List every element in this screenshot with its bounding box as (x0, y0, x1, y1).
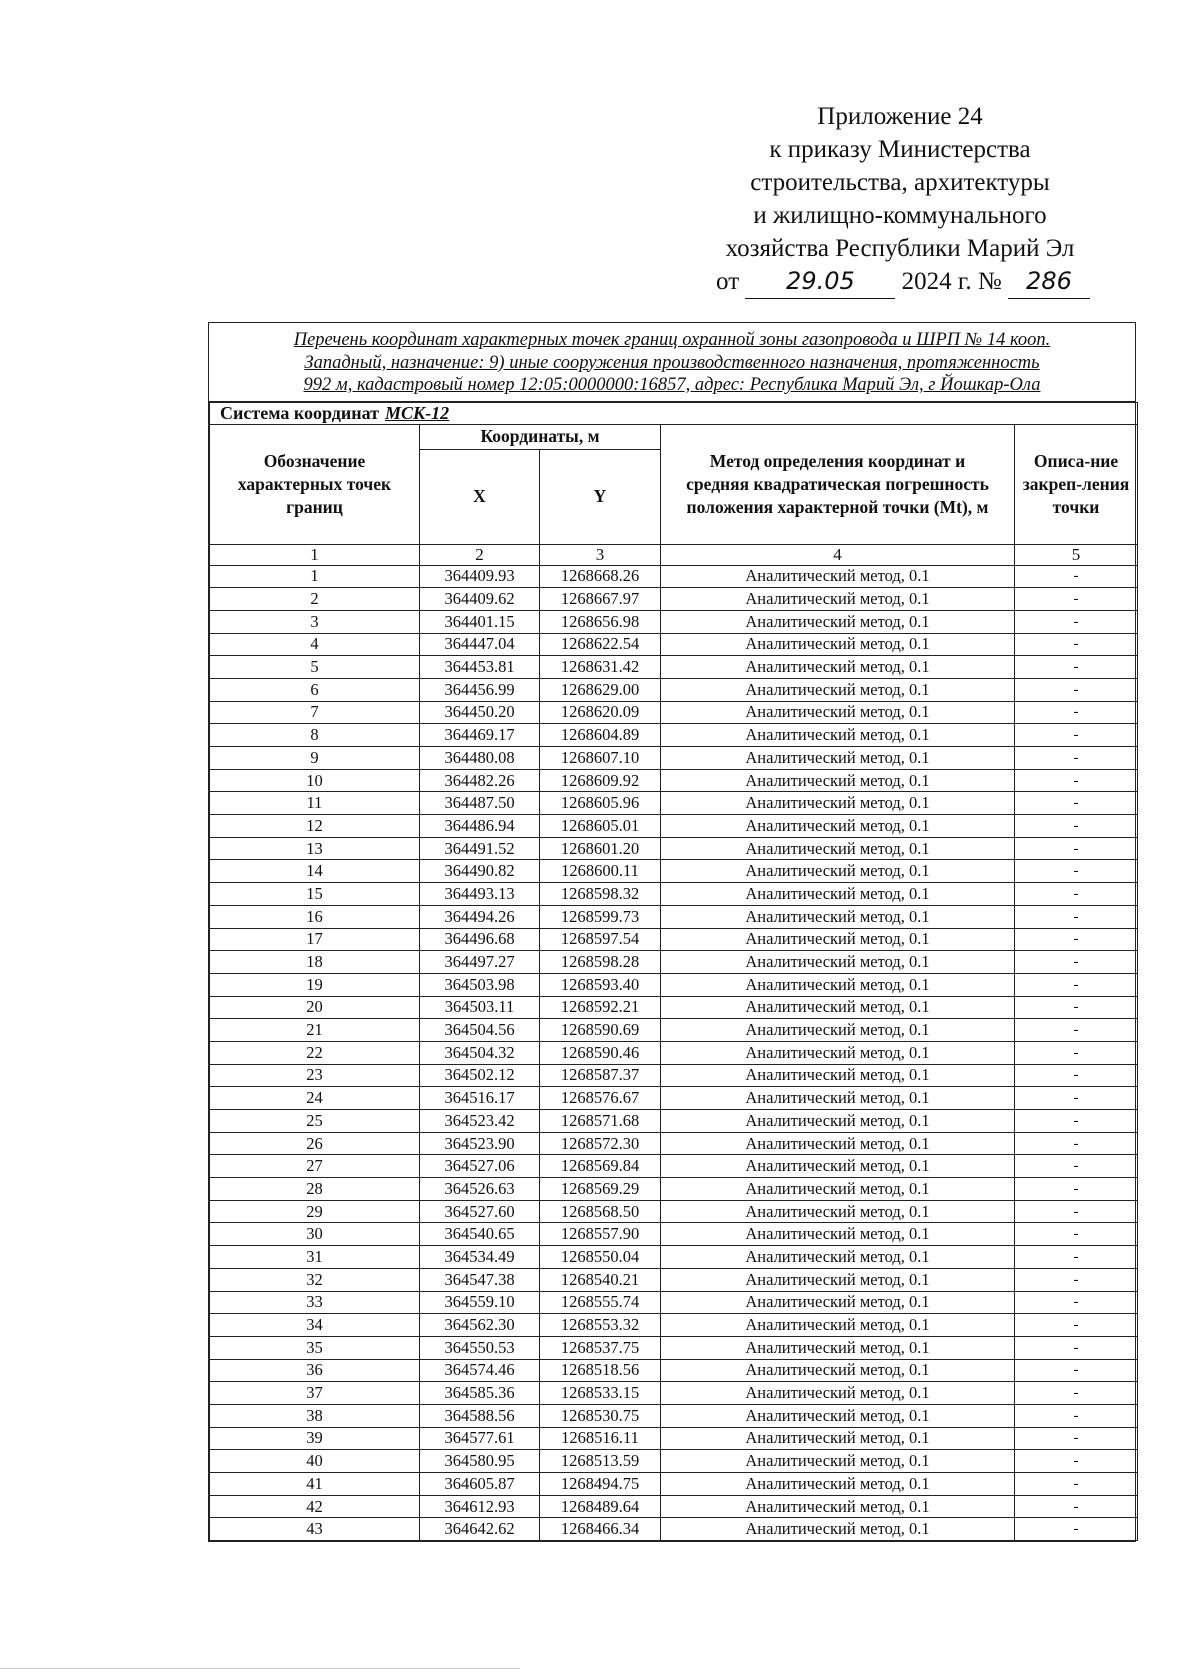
point-number-cell: 22 (210, 1041, 420, 1064)
method-cell: Аналитический метод, 0.1 (661, 860, 1015, 883)
table-title-line: 992 м, кадастровый номер 12:05:0000000:16857, адрес: Республика Марий Эл, г Йошкар-Ола (303, 375, 1041, 395)
y-cell: 1268620.09 (540, 701, 661, 724)
y-cell: 1268605.01 (540, 815, 661, 838)
description-cell: - (1015, 1518, 1138, 1541)
y-cell: 1268629.00 (540, 678, 661, 701)
point-number-cell: 5 (210, 656, 420, 679)
column-number-row (210, 544, 1138, 565)
point-number-cell: 37 (210, 1382, 420, 1405)
x-cell: 364450.20 (420, 701, 540, 724)
method-cell: Аналитический метод, 0.1 (661, 701, 1015, 724)
method-cell: Аналитический метод, 0.1 (661, 1132, 1015, 1155)
table-row (210, 1019, 1138, 1042)
y-cell: 1268604.89 (540, 724, 661, 747)
description-cell: - (1015, 588, 1138, 611)
header-line: хозяйства Республики Марий Эл (725, 235, 1075, 262)
description-cell: - (1015, 1336, 1138, 1359)
y-cell: 1268571.68 (540, 1110, 661, 1133)
x-cell: 364534.49 (420, 1246, 540, 1269)
point-number-cell: 29 (210, 1200, 420, 1223)
method-cell: Аналитический метод, 0.1 (661, 996, 1015, 1019)
method-cell: Аналитический метод, 0.1 (661, 1382, 1015, 1405)
description-cell: - (1015, 792, 1138, 815)
table-row (210, 565, 1138, 588)
y-cell: 1268592.21 (540, 996, 661, 1019)
method-cell: Аналитический метод, 0.1 (661, 1246, 1015, 1269)
table-row (210, 1087, 1138, 1110)
x-cell: 364527.06 (420, 1155, 540, 1178)
point-number-cell: 31 (210, 1246, 420, 1269)
x-cell: 364559.10 (420, 1291, 540, 1314)
point-number-cell: 35 (210, 1336, 420, 1359)
x-cell: 364496.68 (420, 928, 540, 951)
point-number-cell: 40 (210, 1450, 420, 1473)
x-cell: 364585.36 (420, 1382, 540, 1405)
method-cell: Аналитический метод, 0.1 (661, 1200, 1015, 1223)
method-cell: Аналитический метод, 0.1 (661, 1087, 1015, 1110)
x-cell: 364486.94 (420, 815, 540, 838)
description-cell: - (1015, 1155, 1138, 1178)
description-cell: - (1015, 1110, 1138, 1133)
point-number-cell: 10 (210, 769, 420, 792)
table-row (210, 678, 1138, 701)
point-number-cell: 23 (210, 1064, 420, 1087)
description-cell: - (1015, 701, 1138, 724)
description-cell: - (1015, 1495, 1138, 1518)
x-cell: 364480.08 (420, 747, 540, 770)
description-cell: - (1015, 1087, 1138, 1110)
point-number-cell: 7 (210, 701, 420, 724)
point-number-cell: 30 (210, 1223, 420, 1246)
y-cell: 1268489.64 (540, 1495, 661, 1518)
point-number-cell: 14 (210, 860, 420, 883)
x-cell: 364523.90 (420, 1132, 540, 1155)
table-row (210, 724, 1138, 747)
y-cell: 1268599.73 (540, 905, 661, 928)
column-number: 4 (661, 544, 1015, 565)
x-cell: 364401.15 (420, 610, 540, 633)
description-cell: - (1015, 565, 1138, 588)
table-row (210, 928, 1138, 951)
description-cell: - (1015, 1359, 1138, 1382)
table-row (210, 1382, 1138, 1405)
x-cell: 364550.53 (420, 1336, 540, 1359)
point-number-cell: 15 (210, 883, 420, 906)
table-row (210, 1064, 1138, 1087)
method-cell: Аналитический метод, 0.1 (661, 1019, 1015, 1042)
point-number-cell: 6 (210, 678, 420, 701)
y-cell: 1268605.96 (540, 792, 661, 815)
method-cell: Аналитический метод, 0.1 (661, 769, 1015, 792)
table-title-line: Западный, назначение: 9) иные сооружения производственного назначения, протяженность (304, 352, 1040, 373)
x-cell: 364503.98 (420, 973, 540, 996)
table-row (210, 1336, 1138, 1359)
description-cell: - (1015, 1473, 1138, 1496)
description-cell: - (1015, 633, 1138, 656)
description-cell: - (1015, 1427, 1138, 1450)
table-row (210, 1404, 1138, 1427)
point-number-cell: 1 (210, 565, 420, 588)
description-cell: - (1015, 1314, 1138, 1337)
table-row (210, 1200, 1138, 1223)
table-title (209, 323, 1135, 402)
method-cell: Аналитический метод, 0.1 (661, 1110, 1015, 1133)
x-cell: 364494.26 (420, 905, 540, 928)
header-row-1 (210, 424, 1138, 449)
table-row (210, 1132, 1138, 1155)
x-cell: 364516.17 (420, 1087, 540, 1110)
x-cell: 364523.42 (420, 1110, 540, 1133)
x-cell: 364588.56 (420, 1404, 540, 1427)
method-cell: Аналитический метод, 0.1 (661, 973, 1015, 996)
order-number-handwritten: 286 (1008, 265, 1090, 299)
coordinates-table (209, 402, 1138, 1542)
header-x: X (420, 449, 540, 544)
method-cell: Аналитический метод, 0.1 (661, 1223, 1015, 1246)
y-cell: 1268597.54 (540, 928, 661, 951)
x-cell: 364447.04 (420, 633, 540, 656)
method-cell: Аналитический метод, 0.1 (661, 1155, 1015, 1178)
order-prefix: от (716, 268, 740, 295)
header-line: Приложение 24 (817, 103, 983, 130)
point-number-cell: 4 (210, 633, 420, 656)
header-line: к приказу Министерства (769, 136, 1031, 163)
method-cell: Аналитический метод, 0.1 (661, 1473, 1015, 1496)
table-row (210, 1268, 1138, 1291)
table-row (210, 996, 1138, 1019)
table-body (210, 565, 1138, 1541)
point-number-cell: 43 (210, 1518, 420, 1541)
table-row (210, 1246, 1138, 1269)
header-coordinates: Координаты, м (420, 424, 661, 449)
y-cell: 1268598.32 (540, 883, 661, 906)
x-cell: 364482.26 (420, 769, 540, 792)
header-method: Метод определения координат и средняя квадратическая погрешность положения характерной точки (Mt), м (661, 424, 1015, 544)
x-cell: 364490.82 (420, 860, 540, 883)
method-cell: Аналитический метод, 0.1 (661, 1427, 1015, 1450)
description-cell: - (1015, 1246, 1138, 1269)
x-cell: 364469.17 (420, 724, 540, 747)
x-cell: 364487.50 (420, 792, 540, 815)
description-cell: - (1015, 1291, 1138, 1314)
header-y: Y (540, 449, 661, 544)
method-cell: Аналитический метод, 0.1 (661, 792, 1015, 815)
method-cell: Аналитический метод, 0.1 (661, 928, 1015, 951)
coordinates-table-block (208, 322, 1136, 1542)
table-row (210, 973, 1138, 996)
description-cell: - (1015, 1382, 1138, 1405)
y-cell: 1268607.10 (540, 747, 661, 770)
point-number-cell: 11 (210, 792, 420, 815)
point-number-cell: 28 (210, 1178, 420, 1201)
method-cell: Аналитический метод, 0.1 (661, 1314, 1015, 1337)
point-number-cell: 13 (210, 837, 420, 860)
y-cell: 1268598.28 (540, 951, 661, 974)
column-number: 3 (540, 544, 661, 565)
description-cell: - (1015, 837, 1138, 860)
method-cell: Аналитический метод, 0.1 (661, 951, 1015, 974)
y-cell: 1268557.90 (540, 1223, 661, 1246)
y-cell: 1268537.75 (540, 1336, 661, 1359)
y-cell: 1268568.50 (540, 1200, 661, 1223)
table-row (210, 1178, 1138, 1201)
column-number: 5 (1015, 544, 1138, 565)
y-cell: 1268668.26 (540, 565, 661, 588)
method-cell: Аналитический метод, 0.1 (661, 815, 1015, 838)
point-number-cell: 16 (210, 905, 420, 928)
method-cell: Аналитический метод, 0.1 (661, 1450, 1015, 1473)
method-cell: Аналитический метод, 0.1 (661, 837, 1015, 860)
point-number-cell: 24 (210, 1087, 420, 1110)
point-number-cell: 9 (210, 747, 420, 770)
method-cell: Аналитический метод, 0.1 (661, 633, 1015, 656)
table-row (210, 951, 1138, 974)
description-cell: - (1015, 747, 1138, 770)
order-date-handwritten: 29.05 (745, 265, 895, 299)
table-row (210, 1359, 1138, 1382)
x-cell: 364527.60 (420, 1200, 540, 1223)
x-cell: 364503.11 (420, 996, 540, 1019)
description-cell: - (1015, 928, 1138, 951)
description-cell: - (1015, 610, 1138, 633)
description-cell: - (1015, 656, 1138, 679)
order-year: 2024 г. № (901, 268, 1002, 295)
method-cell: Аналитический метод, 0.1 (661, 905, 1015, 928)
method-cell: Аналитический метод, 0.1 (661, 1064, 1015, 1087)
y-cell: 1268600.11 (540, 860, 661, 883)
method-cell: Аналитический метод, 0.1 (661, 724, 1015, 747)
point-number-cell: 34 (210, 1314, 420, 1337)
point-number-cell: 27 (210, 1155, 420, 1178)
description-cell: - (1015, 815, 1138, 838)
method-cell: Аналитический метод, 0.1 (661, 1404, 1015, 1427)
x-cell: 364453.81 (420, 656, 540, 679)
y-cell: 1268569.29 (540, 1178, 661, 1201)
header-line: строительства, архитектуры (750, 169, 1050, 196)
point-number-cell: 2 (210, 588, 420, 611)
point-number-cell: 12 (210, 815, 420, 838)
y-cell: 1268533.15 (540, 1382, 661, 1405)
scan-edge-line (0, 1668, 520, 1669)
description-cell: - (1015, 1132, 1138, 1155)
header-point-designation: Обозначение характерных точек границ (210, 424, 420, 544)
description-cell: - (1015, 1223, 1138, 1246)
coord-system-value: МСК-12 (384, 402, 450, 423)
column-number: 1 (210, 544, 420, 565)
description-cell: - (1015, 973, 1138, 996)
point-number-cell: 3 (210, 610, 420, 633)
y-cell: 1268550.04 (540, 1246, 661, 1269)
y-cell: 1268631.42 (540, 656, 661, 679)
description-cell: - (1015, 1019, 1138, 1042)
table-row (210, 1314, 1138, 1337)
point-number-cell: 33 (210, 1291, 420, 1314)
point-number-cell: 32 (210, 1268, 420, 1291)
table-row (210, 1518, 1138, 1541)
y-cell: 1268518.56 (540, 1359, 661, 1382)
method-cell: Аналитический метод, 0.1 (661, 565, 1015, 588)
header-description: Описа-ние закреп-ления точки (1015, 424, 1138, 544)
y-cell: 1268540.21 (540, 1268, 661, 1291)
x-cell: 364493.13 (420, 883, 540, 906)
table-row (210, 792, 1138, 815)
point-number-cell: 21 (210, 1019, 420, 1042)
table-row (210, 837, 1138, 860)
point-number-cell: 17 (210, 928, 420, 951)
table-row (210, 588, 1138, 611)
x-cell: 364491.52 (420, 837, 540, 860)
x-cell: 364580.95 (420, 1450, 540, 1473)
x-cell: 364540.65 (420, 1223, 540, 1246)
x-cell: 364612.93 (420, 1495, 540, 1518)
point-number-cell: 26 (210, 1132, 420, 1155)
description-cell: - (1015, 1450, 1138, 1473)
table-row (210, 1427, 1138, 1450)
method-cell: Аналитический метод, 0.1 (661, 588, 1015, 611)
x-cell: 364497.27 (420, 951, 540, 974)
x-cell: 364526.63 (420, 1178, 540, 1201)
table-row (210, 1110, 1138, 1133)
y-cell: 1268513.59 (540, 1450, 661, 1473)
x-cell: 364409.62 (420, 588, 540, 611)
x-cell: 364642.62 (420, 1518, 540, 1541)
x-cell: 364504.32 (420, 1041, 540, 1064)
y-cell: 1268516.11 (540, 1427, 661, 1450)
y-cell: 1268494.75 (540, 1473, 661, 1496)
table-row (210, 860, 1138, 883)
description-cell: - (1015, 1064, 1138, 1087)
method-cell: Аналитический метод, 0.1 (661, 1178, 1015, 1201)
description-cell: - (1015, 883, 1138, 906)
method-cell: Аналитический метод, 0.1 (661, 678, 1015, 701)
x-cell: 364409.93 (420, 565, 540, 588)
y-cell: 1268622.54 (540, 633, 661, 656)
method-cell: Аналитический метод, 0.1 (661, 883, 1015, 906)
y-cell: 1268667.97 (540, 588, 661, 611)
method-cell: Аналитический метод, 0.1 (661, 747, 1015, 770)
method-cell: Аналитический метод, 0.1 (661, 1359, 1015, 1382)
order-reference (696, 265, 1110, 299)
point-number-cell: 42 (210, 1495, 420, 1518)
description-cell: - (1015, 996, 1138, 1019)
method-cell: Аналитический метод, 0.1 (661, 1268, 1015, 1291)
description-cell: - (1015, 951, 1138, 974)
table-row (210, 1473, 1138, 1496)
y-cell: 1268530.75 (540, 1404, 661, 1427)
table-row (210, 701, 1138, 724)
y-cell: 1268590.69 (540, 1019, 661, 1042)
table-row (210, 610, 1138, 633)
y-cell: 1268593.40 (540, 973, 661, 996)
point-number-cell: 38 (210, 1404, 420, 1427)
table-row (210, 1223, 1138, 1246)
table-title-line: Перечень координат характерных точек границ охранной зоны газопровода и ШРП № 14 кооп. (293, 330, 1051, 350)
header-line: и жилищно-коммунального (753, 202, 1047, 229)
method-cell: Аналитический метод, 0.1 (661, 1495, 1015, 1518)
method-cell: Аналитический метод, 0.1 (661, 1336, 1015, 1359)
point-number-cell: 41 (210, 1473, 420, 1496)
point-number-cell: 25 (210, 1110, 420, 1133)
x-cell: 364456.99 (420, 678, 540, 701)
description-cell: - (1015, 1178, 1138, 1201)
table-row (210, 1450, 1138, 1473)
y-cell: 1268601.20 (540, 837, 661, 860)
x-cell: 364562.30 (420, 1314, 540, 1337)
method-cell: Аналитический метод, 0.1 (661, 1291, 1015, 1314)
coord-system-row (210, 402, 1138, 424)
y-cell: 1268609.92 (540, 769, 661, 792)
method-cell: Аналитический метод, 0.1 (661, 1518, 1015, 1541)
table-row (210, 633, 1138, 656)
x-cell: 364502.12 (420, 1064, 540, 1087)
table-row (210, 656, 1138, 679)
point-number-cell: 18 (210, 951, 420, 974)
description-cell: - (1015, 1041, 1138, 1064)
description-cell: - (1015, 1200, 1138, 1223)
x-cell: 364547.38 (420, 1268, 540, 1291)
point-number-cell: 19 (210, 973, 420, 996)
y-cell: 1268590.46 (540, 1041, 661, 1064)
description-cell: - (1015, 1268, 1138, 1291)
table-row (210, 815, 1138, 838)
coord-system-label: Система координат (220, 402, 379, 423)
y-cell: 1268569.84 (540, 1155, 661, 1178)
table-row (210, 747, 1138, 770)
table-row (210, 1155, 1138, 1178)
y-cell: 1268587.37 (540, 1064, 661, 1087)
y-cell: 1268555.74 (540, 1291, 661, 1314)
description-cell: - (1015, 678, 1138, 701)
description-cell: - (1015, 905, 1138, 928)
y-cell: 1268656.98 (540, 610, 661, 633)
x-cell: 364504.56 (420, 1019, 540, 1042)
y-cell: 1268572.30 (540, 1132, 661, 1155)
document-header (690, 100, 1110, 299)
y-cell: 1268466.34 (540, 1518, 661, 1541)
description-cell: - (1015, 724, 1138, 747)
method-cell: Аналитический метод, 0.1 (661, 1041, 1015, 1064)
description-cell: - (1015, 1404, 1138, 1427)
point-number-cell: 20 (210, 996, 420, 1019)
table-row (210, 1291, 1138, 1314)
description-cell: - (1015, 860, 1138, 883)
column-number: 2 (420, 544, 540, 565)
method-cell: Аналитический метод, 0.1 (661, 610, 1015, 633)
table-row (210, 1495, 1138, 1518)
table-row (210, 905, 1138, 928)
table-row (210, 769, 1138, 792)
point-number-cell: 8 (210, 724, 420, 747)
table-row (210, 1041, 1138, 1064)
description-cell: - (1015, 769, 1138, 792)
x-cell: 364574.46 (420, 1359, 540, 1382)
table-row (210, 883, 1138, 906)
x-cell: 364605.87 (420, 1473, 540, 1496)
x-cell: 364577.61 (420, 1427, 540, 1450)
y-cell: 1268553.32 (540, 1314, 661, 1337)
method-cell: Аналитический метод, 0.1 (661, 656, 1015, 679)
point-number-cell: 36 (210, 1359, 420, 1382)
y-cell: 1268576.67 (540, 1087, 661, 1110)
point-number-cell: 39 (210, 1427, 420, 1450)
